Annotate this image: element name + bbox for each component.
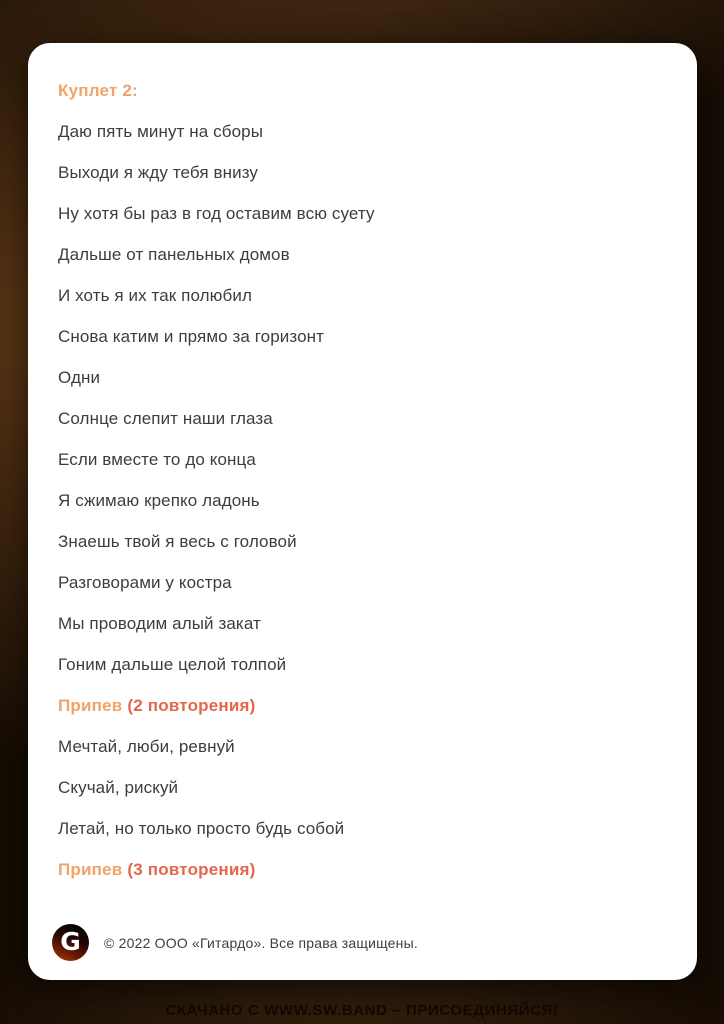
footer	[52, 924, 667, 961]
lyric-line: Летай, но только просто будь собой	[58, 819, 345, 838]
lyric-line: Даю пять минут на сборы	[58, 122, 264, 141]
chorus-header	[58, 849, 667, 890]
chorus-header-label: Припев	[58, 696, 128, 715]
lyric-line: Дальше от панельных домов	[58, 245, 290, 264]
lyric-line: Если вместе то до конца	[58, 450, 256, 469]
lyric-line: Гоним дальше целой толпой	[58, 655, 287, 674]
watermark-banner: СКАЧАНО С WWW.SW.BAND – ПРИСОЕДИНЯЙСЯ!	[165, 1002, 559, 1019]
lyric-line: И хоть я их так полюбил	[58, 286, 252, 305]
chorus-header	[58, 685, 667, 726]
gitardo-logo-icon	[52, 924, 89, 961]
lyric-line: Одни	[58, 368, 101, 387]
copyright-text: © 2022 ООО «Гитардо». Все права защищены.	[104, 934, 418, 951]
lyric-line: Я сжимаю крепко ладонь	[58, 491, 260, 510]
verse-header: Куплет 2:	[58, 81, 138, 100]
gitardo-logo-letter: G	[60, 927, 81, 956]
lyric-line: Мы проводим алый закат	[58, 614, 261, 633]
chorus-header-label: Припев	[58, 860, 128, 879]
lyric-line: Солнце слепит наши глаза	[58, 409, 273, 428]
lyric-line: Снова катим и прямо за горизонт	[58, 327, 325, 346]
lyric-line: Разговорами у костра	[58, 573, 232, 592]
lyrics-card	[28, 43, 697, 980]
lyric-line: Ну хотя бы раз в год оставим всю суету	[58, 204, 375, 223]
chorus-header-repeat-count: (2 повторения)	[127, 696, 256, 715]
lyric-line: Скучай, рискуй	[58, 778, 179, 797]
chorus-header-repeat-count: (3 повторения)	[127, 860, 256, 879]
lyric-line: Знаешь твой я весь с головой	[58, 532, 297, 551]
lyric-line: Выходи я жду тебя внизу	[58, 163, 258, 182]
lyric-line: Мечтай, люби, ревнуй	[58, 737, 235, 756]
